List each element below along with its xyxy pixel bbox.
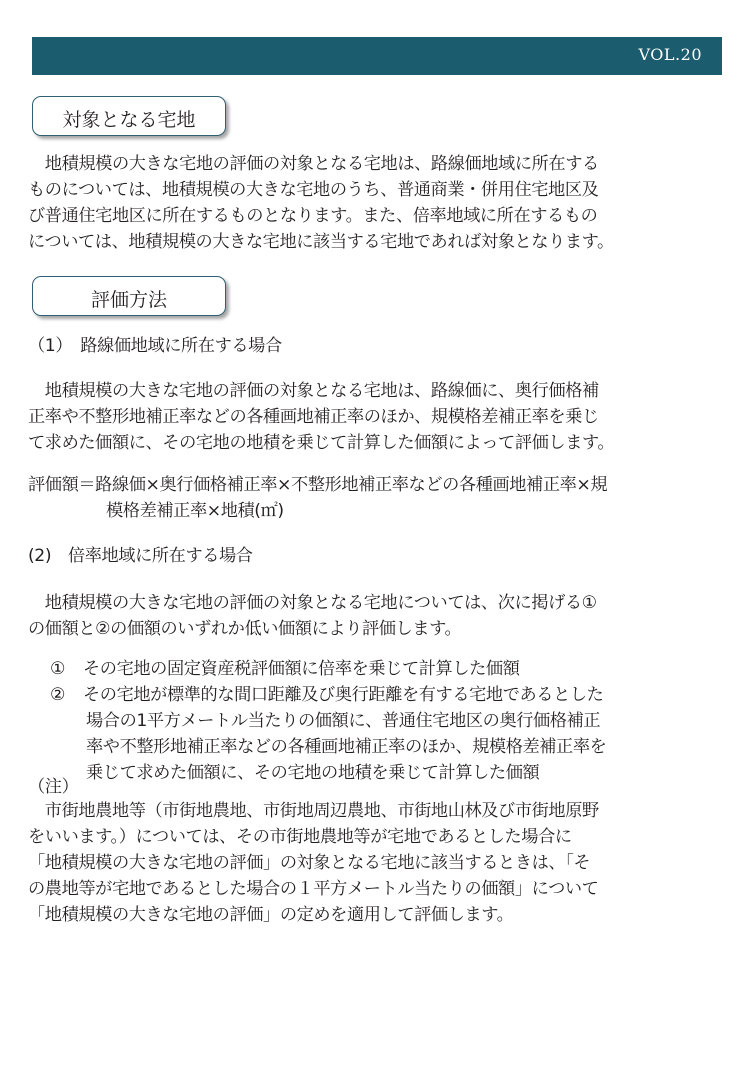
subsection1-paragraph [28, 378, 728, 456]
text-line: 地積規模の大きな宅地の評価の対象となる宅地は、路線価地域に所在する [28, 154, 599, 174]
text-line: ものについては、地積規模の大きな宅地のうち、普通商業・併用住宅地区及 [28, 180, 599, 200]
list-marker: ② [50, 685, 66, 705]
subsection1-heading: （1） 路線価地域に所在する場合 [28, 336, 282, 356]
volume-label: VOL.20 [638, 45, 702, 64]
text-line: び普通住宅地区に所在するものとなります。また、倍率地域に所在するもの [28, 206, 598, 226]
text-line: 正率や不整形地補正率などの各種画地補正率のほか、規模格差補正率を乗じ [28, 407, 599, 427]
text-line: については、地積規模の大きな宅地に該当する宅地であれば対象となります。 [28, 232, 614, 252]
subsection2-heading: (2) 倍率地域に所在する場合 [28, 546, 253, 566]
list-item-text: その宅地の固定資産税評価額に倍率を乗じて計算した価額 [83, 659, 520, 679]
text-line: をいいます。）については、その市街地農地等が宅地であるとした場合に [28, 827, 572, 847]
list-item-1 [50, 656, 750, 682]
section-title-box-evaluation-method [32, 276, 226, 316]
formula [28, 472, 728, 524]
text-line: の価額と②の価額のいずれか低い価額により評価します。 [28, 619, 462, 639]
note-label: （注） [28, 777, 79, 797]
formula-line: 模格差補正率×地積(㎡) [106, 501, 284, 521]
text-line: 市街地農地等（市街地農地、市街地周辺農地、市街地山林及び市街地原野 [28, 801, 599, 821]
formula-line: 評価額＝路線価×奥行価格補正率×不整形地補正率などの各種画地補正率×規 [28, 475, 608, 495]
text-line: 「地積規模の大きな宅地の評価」の対象となる宅地に該当するときは、「そ [28, 853, 591, 873]
section1-paragraph [28, 151, 728, 255]
section-title: 対象となる宅地 [62, 109, 196, 131]
text-line: 地積規模の大きな宅地の評価の対象となる宅地は、路線価に、奥行価格補 [28, 381, 599, 401]
text-line: 地積規模の大きな宅地の評価の対象となる宅地については、次に掲げる① [28, 593, 597, 613]
header-bar [32, 37, 722, 75]
list-item-text: その宅地が標準的な間口距離及び奥行距離を有する宅地であるとした [83, 685, 604, 705]
section-title: 評価方法 [90, 289, 167, 311]
list-item-2 [50, 682, 750, 786]
text-line: て求めた価額に、その宅地の地積を乗じて計算した価額によって評価します。 [28, 433, 615, 453]
list-item-line [50, 682, 750, 708]
list-marker: ① [50, 659, 66, 679]
subsection2-paragraph [28, 590, 728, 642]
list-item-line: 場合の1平方メートル当たりの価額に、普通住宅地区の奥行価格補正 [86, 711, 601, 731]
list-item-line: 率や不整形地補正率などの各種画地補正率のほか、規模格差補正率を [86, 737, 607, 757]
note-paragraph [28, 798, 728, 928]
section-title-box-target-land [32, 96, 226, 136]
text-line: 「地積規模の大きな宅地の評価」の定めを適用して評価します。 [28, 905, 514, 925]
text-line: の農地等が宅地であるとした場合の１平方メートル当たりの価額」について [28, 879, 599, 899]
list-item-line: 乗じて求めた価額に、その宅地の地積を乗じて計算した価額 [86, 763, 540, 783]
